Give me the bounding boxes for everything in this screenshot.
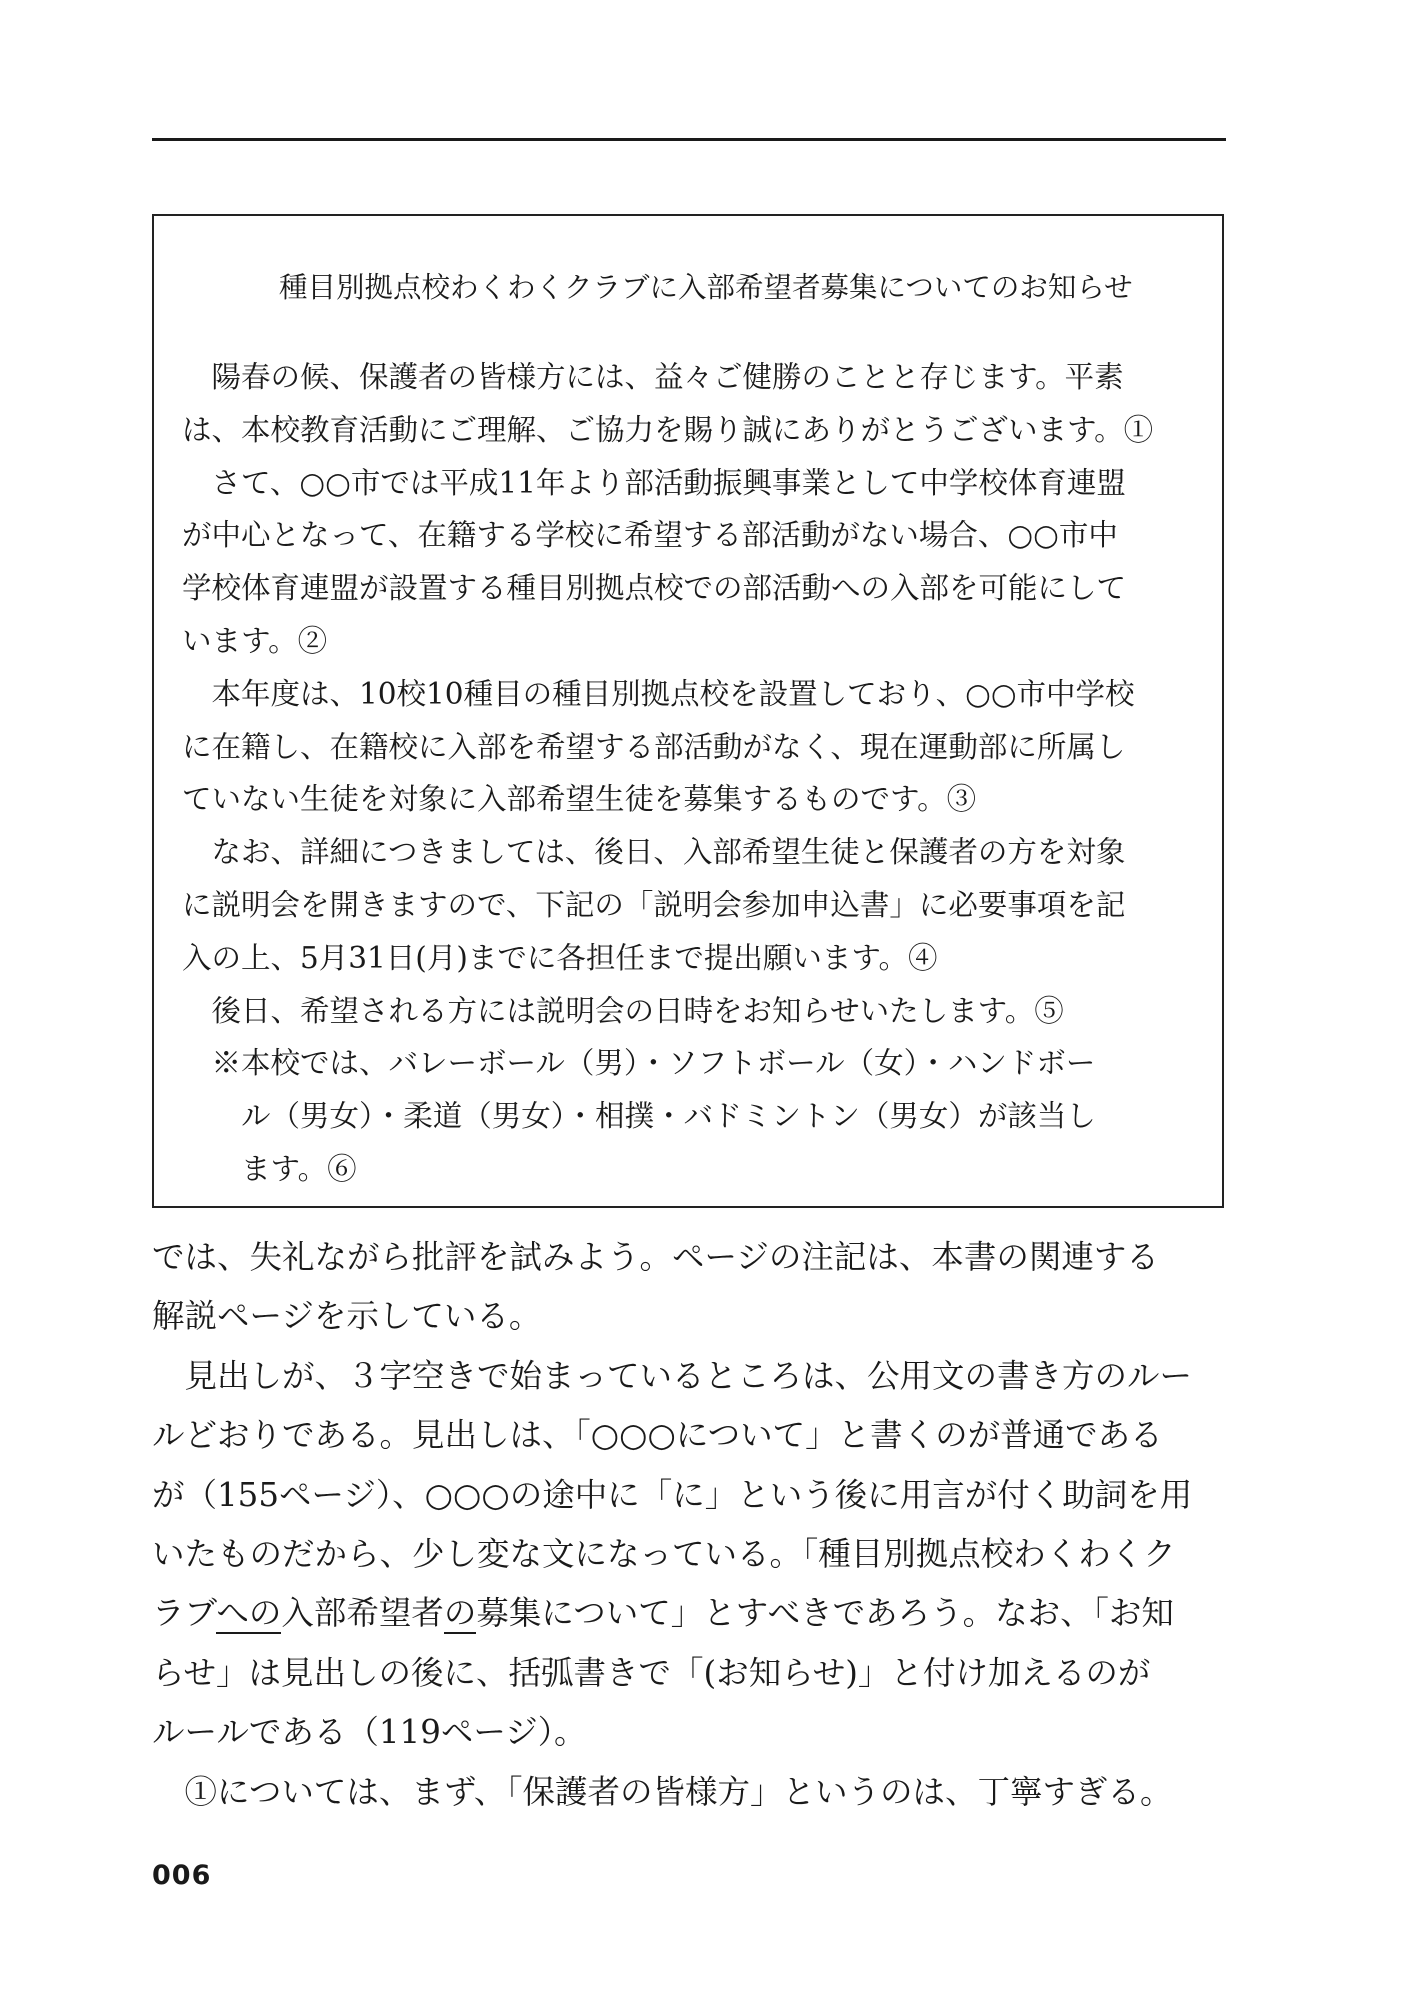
commentary-line: ①については、まず、「保護者の皆様方」というのは、丁寧すぎる。 (152, 1772, 1173, 1811)
commentary-line: いたものだから、少し変な文になっている。「種目別拠点校わくわくク (152, 1534, 1176, 1573)
notice-title: 種目別拠点校わくわくクラブに入部希望者募集についてのお知らせ (279, 271, 1133, 304)
header-rule (152, 138, 1226, 141)
commentary-line: 見出しが、３字空きで始まっているところは、公用文の書き方のルー (152, 1356, 1193, 1395)
notice-line: なお、詳細につきましては、後日、入部希望生徒と保護者の方を対象 (182, 835, 1126, 870)
commentary-line: ルどおりである。見出しは、「○○○について」と書くのが普通である (152, 1416, 1163, 1455)
notice-line: ていない生徒を対象に入部希望生徒を募集するものです。③ (182, 782, 977, 817)
commentary-text-segment: 募集について」とすべきであろう。なお、「お知 (476, 1594, 1174, 1633)
notice-line: ます。⑥ (182, 1151, 357, 1186)
commentary-text-segment: ラブ (152, 1594, 217, 1633)
notice-line: ※本校では、バレーボール（男）・ソフトボール（女）・ハンドボー (182, 1046, 1096, 1081)
commentary-line: ルールである（119ページ）。 (152, 1713, 587, 1752)
commentary-text (152, 1228, 1192, 1822)
notice-line: 本年度は、10校10種目の種目別拠点校を設置しており、○○市中学校 (182, 676, 1135, 711)
commentary-line: では、失礼ながら批評を試みよう。ページの注記は、本書の関連する (152, 1238, 1159, 1276)
notice-line: います。② (182, 623, 328, 658)
notice-line: は、本校教育活動にご理解、ご協力を賜り誠にありがとうございます。① (182, 412, 1154, 447)
commentary-line: 解説ページを示している。 (152, 1297, 542, 1336)
page-number: 006 (152, 1860, 212, 1891)
commentary-text-segment: 入部希望者 (281, 1594, 444, 1633)
notice-line: に在籍し、在籍校に入部を希望する部活動がなく、現在運動部に所属し (182, 729, 1126, 764)
notice-line: 学校体育連盟が設置する種目別拠点校での部活動への入部を可能にして (182, 571, 1127, 606)
notice-line: 後日、希望される方には説明会の日時をお知らせいたします。⑤ (182, 993, 1064, 1028)
notice-line: 陽春の候、保護者の皆様方には、益々ご健勝のことと存じます。平素 (182, 360, 1124, 394)
commentary-line: らせ」は見出しの後に、括弧書きで「(お知らせ)」と付け加えるのが (152, 1653, 1151, 1692)
underlined-insertion: の (443, 1594, 477, 1633)
commentary-line: が（155ページ）、○○○の途中に「に」という後に用言が付く助詞を用 (152, 1475, 1193, 1514)
sample-notice-box (152, 214, 1224, 1208)
notice-line: が中心となって、在籍する学校に希望する部活動がない場合、○○市中 (182, 518, 1118, 553)
notice-line: に説明会を開きますので、下記の「説明会参加申込書」に必要事項を記 (182, 887, 1126, 922)
notice-line: ル（男女）・柔道（男女）・相撲・バドミントン（男女）が該当し (182, 1099, 1096, 1134)
underlined-insertion: への (216, 1594, 282, 1633)
notice-line: さて、○○市では平成11年より部活動振興事業として中学校体育連盟 (182, 465, 1126, 500)
notice-body (182, 351, 1153, 1196)
notice-line: 入の上、5月31日(月)までに各担任まで提出願います。④ (182, 940, 938, 975)
commentary-line (152, 1584, 1192, 1643)
